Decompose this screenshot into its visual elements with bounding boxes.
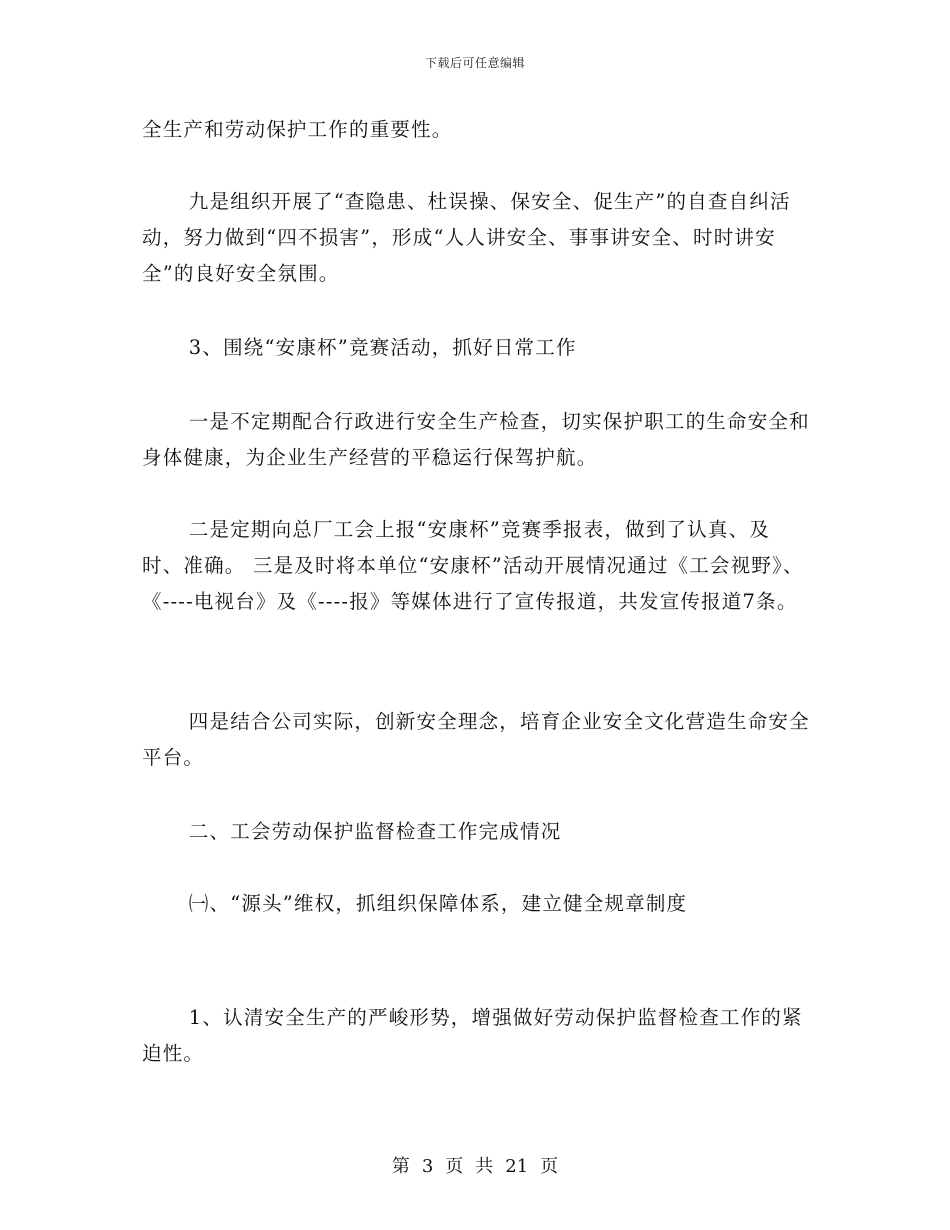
paragraph-item-two-three: 二是定期向总厂工会上报“安康杯”竞赛季报表，做到了认真、及时、准确。 三是及时将本单位“安康杯”活动开展情况通过《工会视野》、《----电视台》及《----报》等媒体进行了宣传报道，共发宣传报道7条。 — [142, 518, 804, 613]
section-heading-2: 二、工会劳动保护监督检查工作完成情况 — [188, 820, 562, 843]
paragraph-item-one: 一是不定期配合行政进行安全生产检查，切实保护职工的生命安全和身体健康，为企业生产经营的平稳运行保驾护航。 — [142, 410, 810, 469]
footer-current-page: 3 — [421, 1156, 434, 1177]
paragraph-item-four: 四是结合公司实际，创新安全理念，培育企业安全文化营造生命安全平台。 — [142, 710, 810, 769]
paragraph-item-nine: 九是组织开展了“查隐患、杜误操、保安全、促生产”的自查自纠活动，努力做到“四不损害”，形成“人人讲安全、事事讲安全、时时讲安全”的良好安全氛围。 — [142, 190, 791, 285]
footer-label-total-unit: 页 — [540, 1156, 559, 1177]
section-heading-3: 3、围绕“安康杯”竞赛活动，抓好日常工作 — [188, 336, 577, 359]
paragraph-point-1: 1、认清安全生产的严峻形势，增强做好劳动保护监督检查工作的紧迫性。 — [142, 1006, 803, 1065]
subsection-heading-1: ㈠、“源头”维权，抓组织保障体系，建立健全规章制度 — [188, 892, 688, 915]
footer-label-total: 共 — [475, 1156, 494, 1177]
paragraph-continuation: 全生产和劳动保护工作的重要性。 — [142, 118, 453, 141]
header-note: 下载后可任意编辑 — [424, 56, 525, 70]
footer-label-page: 第 — [391, 1156, 410, 1177]
footer-label-page-unit: 页 — [445, 1156, 464, 1177]
footer-total-pages: 21 — [505, 1156, 529, 1177]
page-footer — [0, 1152, 950, 1178]
